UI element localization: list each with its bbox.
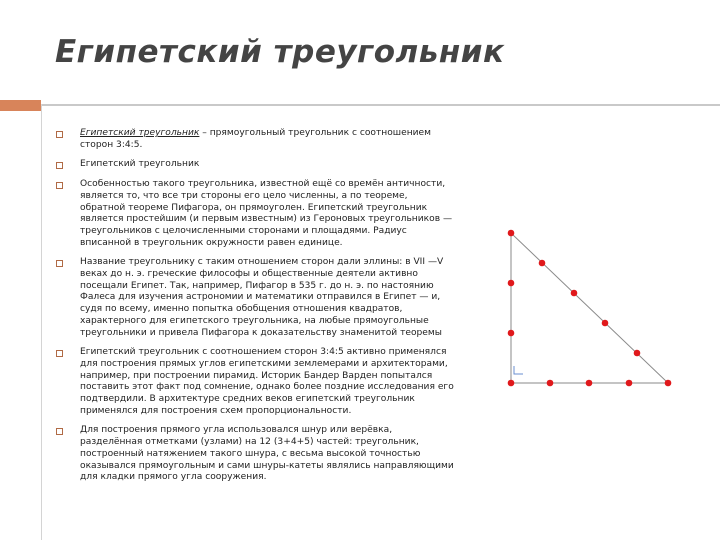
knot-dot [508, 330, 515, 337]
knot-dot [508, 230, 515, 237]
list-item [56, 128, 454, 151]
knot-dot [508, 380, 515, 387]
list-item [56, 257, 454, 339]
bullet-text: Египетский треугольник с соотношением сторон 3:4:5 активно применялся для построения прямых углов египетскими землемерами и архитекторами, например, при построении пирамид. Историк Бандер Варден попытался поставить этот факт под сомнение, однако более поздние исследования его подтвердили. В архитектуре средних веков египетский треугольник применялся для построения схем пропорциональности. [80, 347, 454, 416]
knot-dot [586, 380, 593, 387]
list-item [56, 159, 454, 171]
knot-dot [539, 260, 546, 267]
bullet-list [56, 128, 454, 484]
term-emphasis: Египетский треугольник [80, 128, 200, 138]
right-angle-marker [514, 366, 523, 374]
bullet-text: Для построения прямого угла использовался шнур или верёвка, разделённая отметками (узлами) на 12 (3+4+5) частей: треугольник, построенный натяжением такого шнура, с весьма высокой точностью оказывался прямоугольным и сами шнуры-катеты являлись направляющими для кладки прямого угла сооружения. [80, 425, 454, 483]
list-item [56, 347, 454, 417]
knot-dot [634, 350, 641, 357]
left-margin-line [41, 104, 42, 540]
knot-dot [602, 320, 609, 327]
egyptian-triangle-diagram [490, 220, 690, 400]
knot-dot [547, 380, 554, 387]
bullet-text: Особенностью такого треугольника, известной ещё со времён античности, является то, что все три стороны его цело численны, а по теореме, обратной теореме Пифагора, он прямоуголен. Египетский треугольник является простейшим (и первым известным) из Героновых треугольников — треугольников с целочисленными сторонами и площадями. Радиус вписанной в треугольник окружности равен единице. [80, 179, 453, 248]
square-bullet-icon [56, 350, 63, 357]
slide-title: Египетский треугольник [55, 34, 505, 70]
triangle-outline [511, 233, 668, 383]
knot-dot [508, 280, 515, 287]
bullet-text: Название треугольнику с таким отношением сторон дали эллины: в VII —V веках до н. э. греческие философы и общественные деятели активно посещали Египет. Так, например, Пифагор в 535 г. до н. э. по настоянию Фалеса для изучения астрономии и математики отправился в Египет — и, судя по всему, именно попытка обобщения отношения квадратов, характерного для египетского треугольника, на любые прямоугольные треугольники и привела Пифагора к доказательству знаменитой теоремы [80, 257, 444, 338]
square-bullet-icon [56, 131, 63, 138]
knot-dot [571, 290, 578, 297]
title-accent-bar [0, 100, 41, 111]
square-bullet-icon [56, 428, 63, 435]
list-item [56, 179, 454, 249]
bullet-text: – прямоугольный треугольник с соотношением сторон 3:4:5. [80, 128, 432, 150]
knot-dot [665, 380, 672, 387]
bullet-text: Египетский треугольник [80, 159, 200, 170]
square-bullet-icon [56, 260, 63, 267]
list-item [56, 425, 454, 484]
knot-dot [626, 380, 633, 387]
square-bullet-icon [56, 182, 63, 189]
title-divider [41, 104, 720, 106]
square-bullet-icon [56, 162, 63, 169]
